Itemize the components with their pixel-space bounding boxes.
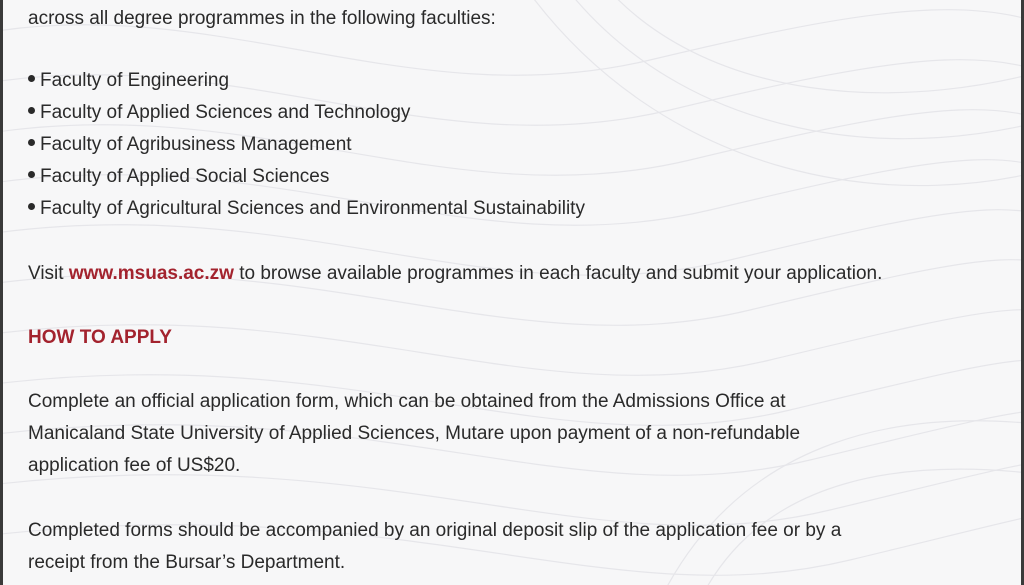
faculty-list-item: Faculty of Agribusiness Management: [28, 129, 352, 161]
left-border: [0, 0, 3, 585]
application-paragraph-line: Complete an official application form, which can be obtained from the Admissions Office at: [28, 391, 786, 412]
faculty-list-item: Faculty of Engineering: [28, 65, 229, 97]
how-to-apply-heading: HOW TO APPLY: [28, 327, 172, 348]
visit-paragraph: Visit www.msuas.ac.zw to browse available programmes in each faculty and submit your application.: [28, 263, 883, 284]
website-link[interactable]: www.msuas.ac.zw: [68, 263, 234, 284]
deposit-paragraph-line: receipt from the Bursar’s Department.: [28, 552, 346, 573]
faculty-list-item: Faculty of Applied Sciences and Technology: [28, 97, 410, 129]
bullet-icon: [28, 139, 35, 146]
bullet-icon: [28, 203, 35, 210]
deposit-paragraph-line: Completed forms should be accompanied by an original deposit slip of the application fee or by a: [28, 520, 842, 541]
application-paragraph-line: Manicaland State University of Applied Sciences, Mutare upon payment of a non-refundable: [28, 423, 801, 444]
application-paragraph-line: application fee of US$20.: [28, 455, 241, 476]
faculty-list-item: Faculty of Agricultural Sciences and Environmental Sustainability: [28, 193, 585, 225]
intro-text: across all degree programmes in the following faculties:: [28, 8, 496, 29]
bullet-icon: [28, 107, 35, 114]
faculty-list-item: Faculty of Applied Social Sciences: [28, 161, 329, 193]
bullet-icon: [28, 171, 35, 178]
bullet-icon: [28, 75, 35, 82]
